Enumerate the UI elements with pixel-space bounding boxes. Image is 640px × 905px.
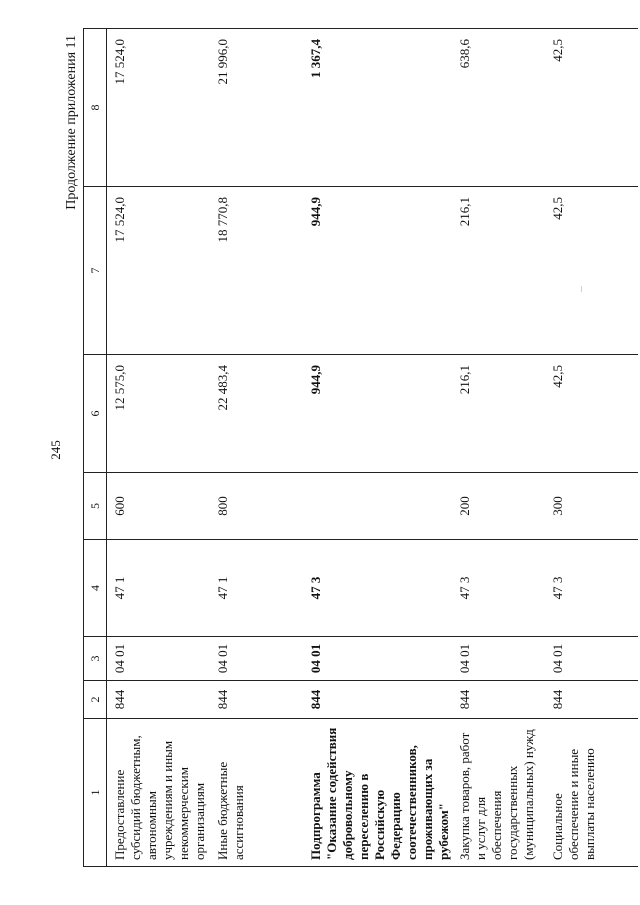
row-name: Предоставление субсидий бюджетным, автономным учреждениям и иным некоммерческим организациям (107, 719, 211, 867)
ministry-code: 844 (210, 681, 303, 719)
expense-type: 300 (545, 473, 638, 540)
table-row (545, 29, 638, 867)
ministry-code: 844 (303, 681, 452, 719)
col-header-3: 3 (84, 637, 107, 681)
amount-col-7: 944,9 (303, 187, 452, 355)
section-code: 04 01 (210, 637, 303, 681)
amount-col-6: 944,9 (303, 355, 452, 473)
amount-col-8: 21 996,0 (210, 29, 303, 187)
amount-col-7: 42,5 (545, 187, 638, 355)
column-number-header (84, 29, 107, 867)
expense-type (303, 473, 452, 540)
col-header-7: 7 (84, 187, 107, 355)
amount-col-8: 638,6 (452, 29, 545, 187)
page-number: 245 (48, 440, 63, 460)
expense-type: 600 (107, 473, 211, 540)
table-row (210, 29, 303, 867)
amount-col-6: 42,5 (545, 355, 638, 473)
ministry-code: 844 (107, 681, 211, 719)
target-article: 47 1 (107, 540, 211, 637)
target-article: 47 3 (545, 540, 638, 637)
amount-col-6: 216,1 (452, 355, 545, 473)
col-header-6: 6 (84, 355, 107, 473)
section-code: 04 01 (303, 637, 452, 681)
appendix-table (83, 28, 638, 867)
col-header-1: 1 (84, 719, 107, 867)
amount-col-6: 22 483,4 (210, 355, 303, 473)
amount-col-8: 17 524,0 (107, 29, 211, 187)
table-row (107, 29, 211, 867)
row-name: Социальное обеспечение и иные выплаты населению (545, 719, 638, 867)
target-article: 47 3 (303, 540, 452, 637)
amount-col-7: 216,1 (452, 187, 545, 355)
amount-col-6: 12 575,0 (107, 355, 211, 473)
row-name: Закупка товаров, работ и услуг для обеспечения государственных (муниципальных) нужд (452, 719, 545, 867)
rotated-page-content (61, 29, 597, 867)
amount-col-8: 1 367,4 (303, 29, 452, 187)
section-code: 04 01 (107, 637, 211, 681)
amount-col-7: 17 524,0 (107, 187, 211, 355)
scan-speck (581, 286, 582, 292)
amount-col-7: 18 770,8 (210, 187, 303, 355)
row-name: Иные бюджетные ассигнования (210, 719, 303, 867)
section-code: 04 01 (545, 637, 638, 681)
col-header-8: 8 (84, 29, 107, 187)
expense-type: 200 (452, 473, 545, 540)
target-article: 47 3 (452, 540, 545, 637)
section-code: 04 01 (452, 637, 545, 681)
continuation-label: Продолжение приложения 11 (64, 35, 79, 210)
ministry-code: 844 (545, 681, 638, 719)
table-row (452, 29, 545, 867)
col-header-2: 2 (84, 681, 107, 719)
target-article: 47 1 (210, 540, 303, 637)
table-row-subprogram (303, 29, 452, 867)
ministry-code: 844 (452, 681, 545, 719)
col-header-4: 4 (84, 540, 107, 637)
col-header-5: 5 (84, 473, 107, 540)
row-name: Подпрограмма "Оказание содействия добровольному переселению в Российскую Федерацию соотечественников, проживающих за рубежом" (303, 719, 452, 867)
expense-type: 800 (210, 473, 303, 540)
amount-col-8: 42,5 (545, 29, 638, 187)
